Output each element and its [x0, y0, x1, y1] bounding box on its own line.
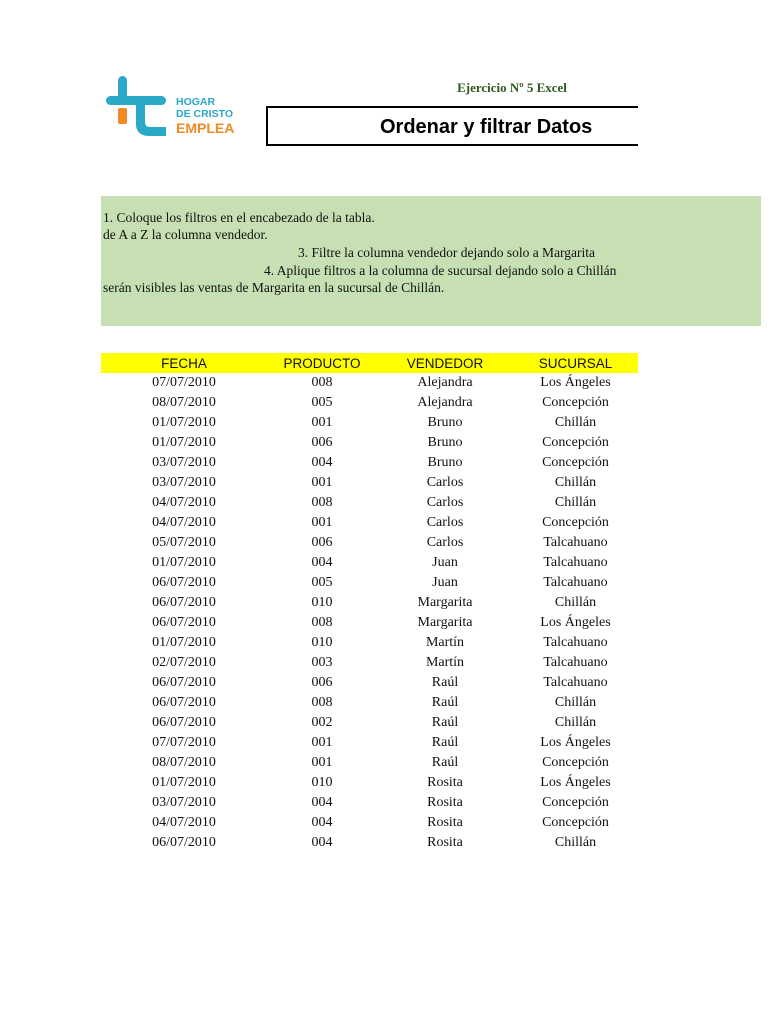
- cell-sucursal[interactable]: Talcahuano: [543, 675, 608, 690]
- cell-sucursal[interactable]: Los Ángeles: [540, 615, 611, 630]
- cell-fecha[interactable]: 08/07/2010: [152, 395, 216, 410]
- cell-vendedor[interactable]: Margarita: [417, 615, 473, 630]
- table-header-row: [101, 353, 638, 373]
- cell-producto[interactable]: 005: [311, 395, 333, 410]
- table-row: [101, 753, 638, 773]
- instruction-line-2: de A a Z la columna vendedor.: [103, 227, 268, 242]
- cell-fecha[interactable]: 03/07/2010: [152, 475, 216, 490]
- cell-sucursal[interactable]: Talcahuano: [543, 635, 608, 650]
- column-header-producto[interactable]: PRODUCTO: [283, 355, 361, 371]
- cell-vendedor[interactable]: Bruno: [427, 455, 463, 470]
- instruction-line-3: 3. Filtre la columna vendedor dejando solo a Margarita: [298, 245, 596, 260]
- table-row: [101, 493, 638, 513]
- table-row: [101, 553, 638, 573]
- cell-vendedor[interactable]: Raúl: [431, 715, 459, 730]
- logo-mark-icon: [106, 74, 170, 140]
- cell-sucursal[interactable]: Los Ángeles: [540, 375, 611, 390]
- cell-sucursal[interactable]: Concepción: [542, 515, 609, 530]
- table-row: [101, 613, 638, 633]
- column-header-fecha[interactable]: FECHA: [161, 355, 207, 371]
- cell-fecha[interactable]: 01/07/2010: [152, 415, 216, 430]
- sales-table: [101, 353, 638, 853]
- cell-sucursal[interactable]: Chillán: [554, 715, 597, 730]
- cell-sucursal[interactable]: Concepción: [542, 815, 609, 830]
- cell-producto[interactable]: 008: [311, 495, 333, 510]
- cell-vendedor[interactable]: Raúl: [431, 675, 459, 690]
- cell-producto[interactable]: 004: [311, 455, 333, 470]
- cell-fecha[interactable]: 04/07/2010: [152, 515, 216, 530]
- cell-fecha[interactable]: 01/07/2010: [152, 635, 216, 650]
- cell-sucursal[interactable]: Talcahuano: [543, 535, 608, 550]
- cell-producto[interactable]: 001: [311, 515, 333, 530]
- cell-producto[interactable]: 005: [311, 575, 333, 590]
- cell-fecha[interactable]: 03/07/2010: [152, 455, 216, 470]
- table-row: [101, 573, 638, 593]
- cell-vendedor[interactable]: Raúl: [431, 695, 459, 710]
- column-header-sucursal[interactable]: SUCURSAL: [538, 355, 613, 371]
- cell-fecha[interactable]: 06/07/2010: [152, 835, 216, 850]
- instruction-line-1: 1. Coloque los filtros en el encabezado de la tabla.: [103, 210, 375, 225]
- column-header-vendedor[interactable]: VENDEDOR: [406, 355, 484, 371]
- table-body: [101, 373, 638, 853]
- instructions-panel: [101, 196, 761, 326]
- table-row: [101, 593, 638, 613]
- cell-sucursal[interactable]: Chillán: [554, 695, 597, 710]
- cell-sucursal[interactable]: Chillán: [554, 475, 597, 490]
- table-row: [101, 373, 638, 393]
- cell-vendedor[interactable]: Juan: [432, 555, 458, 570]
- cell-sucursal[interactable]: Talcahuano: [543, 575, 608, 590]
- table-row: [101, 413, 638, 433]
- cell-fecha[interactable]: 01/07/2010: [152, 775, 216, 790]
- instruction-line-5: serán visibles las ventas de Margarita en la sucursal de Chillán.: [103, 280, 445, 295]
- cell-sucursal[interactable]: Los Ángeles: [540, 735, 611, 750]
- cell-fecha[interactable]: 06/07/2010: [152, 695, 216, 710]
- cell-fecha[interactable]: 07/07/2010: [152, 735, 216, 750]
- cell-vendedor[interactable]: Margarita: [417, 595, 473, 610]
- cell-producto[interactable]: 003: [311, 655, 333, 670]
- hogar-de-cristo-logo: [106, 74, 246, 140]
- cell-vendedor[interactable]: Carlos: [426, 475, 464, 490]
- cell-fecha[interactable]: 04/07/2010: [152, 815, 216, 830]
- cell-sucursal[interactable]: Concepción: [542, 755, 609, 770]
- cell-fecha[interactable]: 01/07/2010: [152, 555, 216, 570]
- logo-line-1: HOGAR: [176, 96, 216, 108]
- cell-producto[interactable]: 004: [311, 815, 333, 830]
- cell-vendedor[interactable]: Raúl: [431, 755, 459, 770]
- cell-producto[interactable]: 008: [311, 375, 333, 390]
- cell-sucursal[interactable]: Concepción: [542, 795, 609, 810]
- table-row: [101, 833, 638, 853]
- cell-sucursal[interactable]: Chillán: [554, 595, 597, 610]
- logo-line-3: EMPLEA: [176, 120, 235, 136]
- cell-fecha[interactable]: 06/07/2010: [152, 675, 216, 690]
- cell-sucursal[interactable]: Concepción: [542, 455, 609, 470]
- table-row: [101, 433, 638, 453]
- cell-fecha[interactable]: 06/07/2010: [152, 615, 216, 630]
- table-row: [101, 473, 638, 493]
- cell-fecha[interactable]: 06/07/2010: [152, 715, 216, 730]
- cell-vendedor[interactable]: Carlos: [426, 495, 464, 510]
- table-row: [101, 653, 638, 673]
- table-row: [101, 733, 638, 753]
- logo-line-2: DE CRISTO: [176, 108, 233, 120]
- cell-producto[interactable]: 006: [311, 535, 333, 550]
- cell-fecha[interactable]: 04/07/2010: [152, 495, 216, 510]
- cell-fecha[interactable]: 06/07/2010: [152, 595, 216, 610]
- cell-producto[interactable]: 010: [311, 595, 333, 610]
- cell-vendedor[interactable]: Bruno: [427, 435, 463, 450]
- table-row: [101, 673, 638, 693]
- instruction-line-4: 4. Aplique filtros a la columna de sucursal dejando solo a Chillán: [264, 263, 617, 278]
- cell-producto[interactable]: 008: [311, 695, 333, 710]
- cell-producto[interactable]: 008: [311, 615, 333, 630]
- cell-fecha[interactable]: 08/07/2010: [152, 755, 216, 770]
- cell-producto[interactable]: 004: [311, 795, 333, 810]
- table-row: [101, 773, 638, 793]
- cell-sucursal[interactable]: Chillán: [554, 835, 597, 850]
- cell-vendedor[interactable]: Rosita: [427, 835, 463, 850]
- cell-producto[interactable]: 010: [311, 635, 333, 650]
- cell-producto[interactable]: 006: [311, 435, 333, 450]
- cell-fecha[interactable]: 07/07/2010: [152, 375, 216, 390]
- table-row: [101, 533, 638, 553]
- cell-vendedor[interactable]: Rosita: [427, 815, 463, 830]
- logo-wordmark: [176, 96, 234, 134]
- cell-producto[interactable]: 006: [311, 675, 333, 690]
- cell-vendedor[interactable]: Rosita: [427, 795, 463, 810]
- cell-sucursal[interactable]: Concepción: [542, 395, 609, 410]
- cell-sucursal[interactable]: Concepción: [542, 435, 609, 450]
- cell-producto[interactable]: 001: [311, 475, 333, 490]
- cell-sucursal[interactable]: Talcahuano: [543, 655, 608, 670]
- cell-vendedor[interactable]: Raúl: [431, 735, 459, 750]
- cell-vendedor[interactable]: Carlos: [426, 535, 464, 550]
- cell-producto[interactable]: 001: [311, 755, 333, 770]
- cell-producto[interactable]: 001: [311, 415, 333, 430]
- cell-sucursal[interactable]: Chillán: [554, 415, 597, 430]
- table-row: [101, 793, 638, 813]
- cell-vendedor[interactable]: Bruno: [427, 415, 463, 430]
- cell-fecha[interactable]: 03/07/2010: [152, 795, 216, 810]
- table-row: [101, 713, 638, 733]
- cell-fecha[interactable]: 01/07/2010: [152, 435, 216, 450]
- cell-vendedor[interactable]: Alejandra: [417, 395, 473, 410]
- cell-vendedor[interactable]: Juan: [432, 575, 458, 590]
- cell-sucursal[interactable]: Los Ángeles: [540, 775, 611, 790]
- cell-vendedor[interactable]: Alejandra: [417, 375, 473, 390]
- cell-fecha[interactable]: 05/07/2010: [152, 535, 216, 550]
- cell-producto[interactable]: 010: [311, 775, 333, 790]
- cell-producto[interactable]: 004: [311, 835, 333, 850]
- cell-fecha[interactable]: 02/07/2010: [152, 655, 216, 670]
- cell-producto[interactable]: 002: [311, 715, 333, 730]
- cell-vendedor[interactable]: Martín: [425, 655, 465, 670]
- cell-vendedor[interactable]: Carlos: [426, 515, 464, 530]
- cell-vendedor[interactable]: Martín: [425, 635, 465, 650]
- cell-sucursal[interactable]: Talcahuano: [543, 555, 608, 570]
- table-row: [101, 393, 638, 413]
- cell-fecha[interactable]: 06/07/2010: [152, 575, 216, 590]
- table-row: [101, 693, 638, 713]
- page-title: Ordenar y filtrar Datos: [380, 116, 593, 138]
- exercise-label: Ejercicio Nº 5 Excel: [457, 80, 567, 95]
- table-row: [101, 453, 638, 473]
- table-row: [101, 513, 638, 533]
- table-row: [101, 633, 638, 653]
- cell-vendedor[interactable]: Rosita: [427, 775, 463, 790]
- cell-producto[interactable]: 001: [311, 735, 333, 750]
- table-row: [101, 813, 638, 833]
- cell-sucursal[interactable]: Chillán: [554, 495, 597, 510]
- cell-producto[interactable]: 004: [311, 555, 333, 570]
